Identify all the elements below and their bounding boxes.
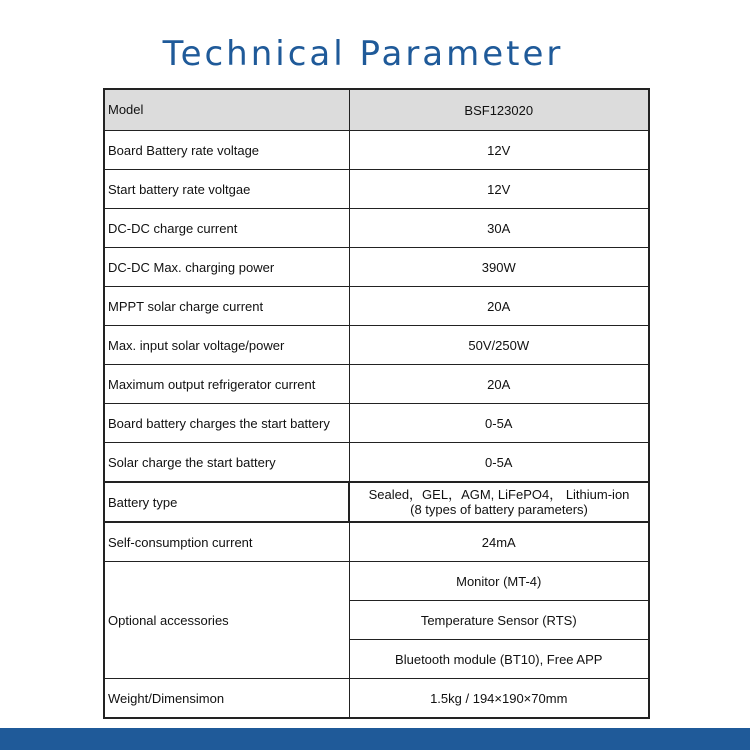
table-row [104,248,649,287]
battery-type-note: (8 types of battery parameters) [410,502,588,517]
table-row [104,562,649,601]
table-row [104,482,649,522]
row-label: Self-consumption current [104,522,349,562]
bottom-bar [0,728,750,750]
row-label: Battery type [104,482,349,522]
row-value: 12V [349,170,649,209]
row-value: 390W [349,248,649,287]
table-row [104,287,649,326]
row-label: Start battery rate voltgae [104,170,349,209]
model-value: BSF123020 [349,89,649,131]
accessory-item: Monitor (MT-4) [349,562,649,601]
table-row [104,404,649,443]
row-label: Maximum output refrigerator current [104,365,349,404]
table-row [104,326,649,365]
row-label: Max. input solar voltage/power [104,326,349,365]
row-label: MPPT solar charge current [104,287,349,326]
row-value: 0-5A [349,404,649,443]
row-label: Board battery charges the start battery [104,404,349,443]
table-row [104,522,649,562]
accessory-item: Bluetooth module (BT10), Free APP [349,640,649,679]
page-title: Technical Parameter [162,34,564,74]
table-row [104,365,649,404]
row-label: DC-DC Max. charging power [104,248,349,287]
spec-table [103,88,650,719]
row-value: 20A [349,365,649,404]
model-label: Model [104,89,349,131]
table-row [104,443,649,483]
table-row [104,679,649,719]
accessory-item: Temperature Sensor (RTS) [349,601,649,640]
row-value: 20A [349,287,649,326]
row-value: 24mA [349,522,649,562]
row-label: Solar charge the start battery [104,443,349,483]
table-row [104,209,649,248]
battery-type-value [349,482,649,522]
row-value: 0-5A [349,443,649,483]
row-value: 12V [349,131,649,170]
row-value: 30A [349,209,649,248]
row-label: Weight/Dimensimon [104,679,349,719]
table-row [104,170,649,209]
row-value: 1.5kg / 194×190×70mm [349,679,649,719]
row-label: Board Battery rate voltage [104,131,349,170]
row-value: 50V/250W [349,326,649,365]
table-header-row [104,89,649,131]
battery-type-line: Sealed，GEL，AGM, LiFePO4， Lithium-ion [368,487,630,502]
table-row [104,131,649,170]
row-label: DC-DC charge current [104,209,349,248]
accessories-label: Optional accessories [104,562,349,679]
